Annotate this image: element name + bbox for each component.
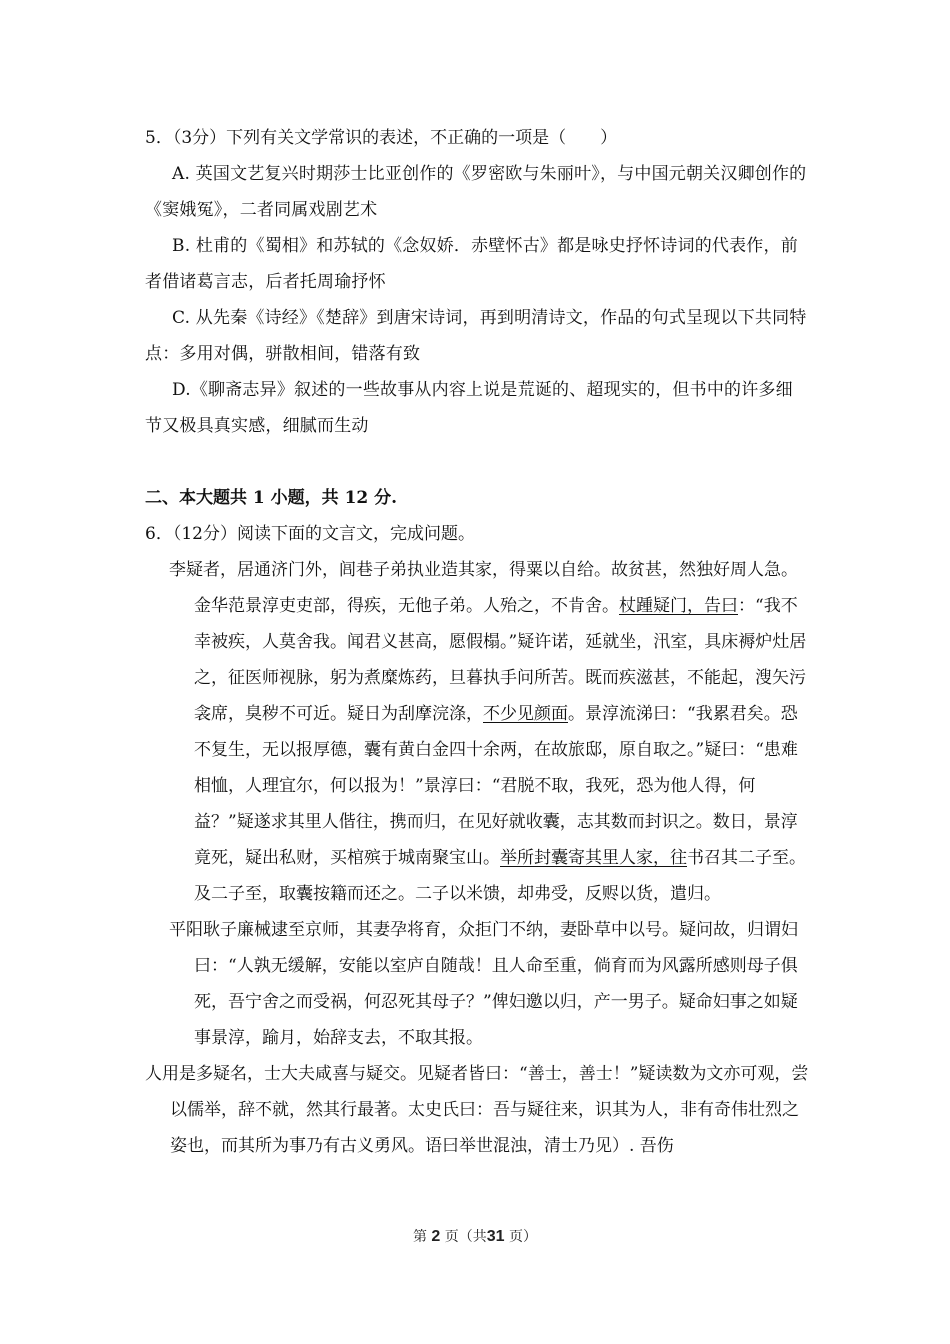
passage-paragraph-2: 平阳耿子廉械逮至京师，其妻孕将育，众拒门不纳，妻卧草中以号。疑问故，归谓妇曰：“人孰无缓解，安能以室庐自随哉！且人命至重，倘育而为风露所感则母子俱死，吾宁舍之而受祸，何忍死其母子？”俾妇邀以归，产一男子。疑命妇事之如疑事景淳，踰月，始辞支去，不取其报。: [169, 920, 798, 1048]
option-c: C. 从先秦《诗经》《楚辞》到唐宋诗词，再到明清诗文，作品的句式呈现以下共同特点：多用对偶，骈散相间，错落有致: [145, 308, 807, 364]
option-d: D.《聊斋志异》叙述的一些故事从内容上说是荒诞的、超现实的，但书中的许多细节又极具真实感，细腻而生动: [145, 380, 793, 436]
footer-total-pages: 31: [486, 1228, 505, 1245]
page-footer: [0, 1226, 950, 1246]
p1-text-b: ：“我不幸被疾，人莫舍我。闻君义甚高，愿假榻。”疑许诺，延就坐，汛室，具床褥炉灶居之，征医师视脉，躬为煮糜炼药，旦暮执手问所苦。既而疾滋甚，不能起，溲矢污衾席，臭秽不可近。疑日为刮摩浣涤，: [194, 596, 807, 724]
underlined-phrase-2: 不少见颜面: [483, 704, 568, 724]
p1-text-a: 李疑者，居通济门外，闾巷子弟执业造其家，得粟以自给。故贫甚，然独好周人急。金华范景淳吏吏部，得疾，无他子弟。人殆之，不肯舍。: [169, 560, 798, 616]
section-2-heading: 二、本大题共 1 小题，共 12 分.: [145, 488, 398, 508]
underlined-phrase-3: 举所封囊寄其里人家，往: [500, 848, 687, 868]
footer-pre: 第: [412, 1229, 427, 1245]
p1-text-d: 书召其二子至。及二子至，取囊按籍而还之。二子以米馈，却弗受，反赆以货，遣归。: [194, 848, 806, 904]
underlined-phrase-1: 杖踵疑门，告曰: [619, 596, 738, 616]
footer-mid: 页（共: [444, 1229, 487, 1245]
passage-paragraph-3: 人用是多疑名，士大夫咸喜与疑交。见疑者皆曰：“善士，善士！”疑读数为文亦可观，尝以儒举，辞不就，然其行最著。太史氏曰：吾与疑往来，识其为人，非有奇伟壮烈之姿也，而其所为事乃有古义勇风。语曰举世混浊，清士乃见）. 吾伤: [145, 1064, 809, 1156]
p1-text-c: 。景淳流涕曰：“我累君矣。恐不复生，无以报厚德，囊有黄白金四十余两，在故旅邸，原自取之。”疑曰：“患难相恤，人理宜尔，何以报为！”景淳曰：“君脱不取，我死，恐为他人得，何益？”疑遂求其里人偕往，携而归，在见好就收囊，志其数而封识之。数日，景淳竟死，疑出私财，买棺殡于城南聚宝山。: [194, 704, 798, 868]
footer-post: 页）: [509, 1229, 538, 1245]
passage-paragraph-1: [169, 552, 810, 912]
footer-page-number: 2: [431, 1228, 441, 1245]
question-6-stem: 6．（12分）阅读下面的文言文，完成问题。: [145, 524, 475, 544]
classical-passage: [145, 552, 810, 1164]
option-a: A. 英国文艺复兴时期莎士比亚创作的《罗密欧与朱丽叶》，与中国元朝关汉卿创作的《窦娥冤》，二者同属戏剧艺术: [145, 164, 807, 220]
question-5-stem: 5．（3分）下列有关文学常识的表述，不正确的一项是（ ）: [145, 128, 618, 148]
option-b: B. 杜甫的《蜀相》和苏轼的《念奴娇．赤壁怀古》都是咏史抒怀诗词的代表作，前者借诸葛言志，后者托周瑜抒怀: [145, 236, 798, 292]
question-5: [145, 120, 810, 444]
